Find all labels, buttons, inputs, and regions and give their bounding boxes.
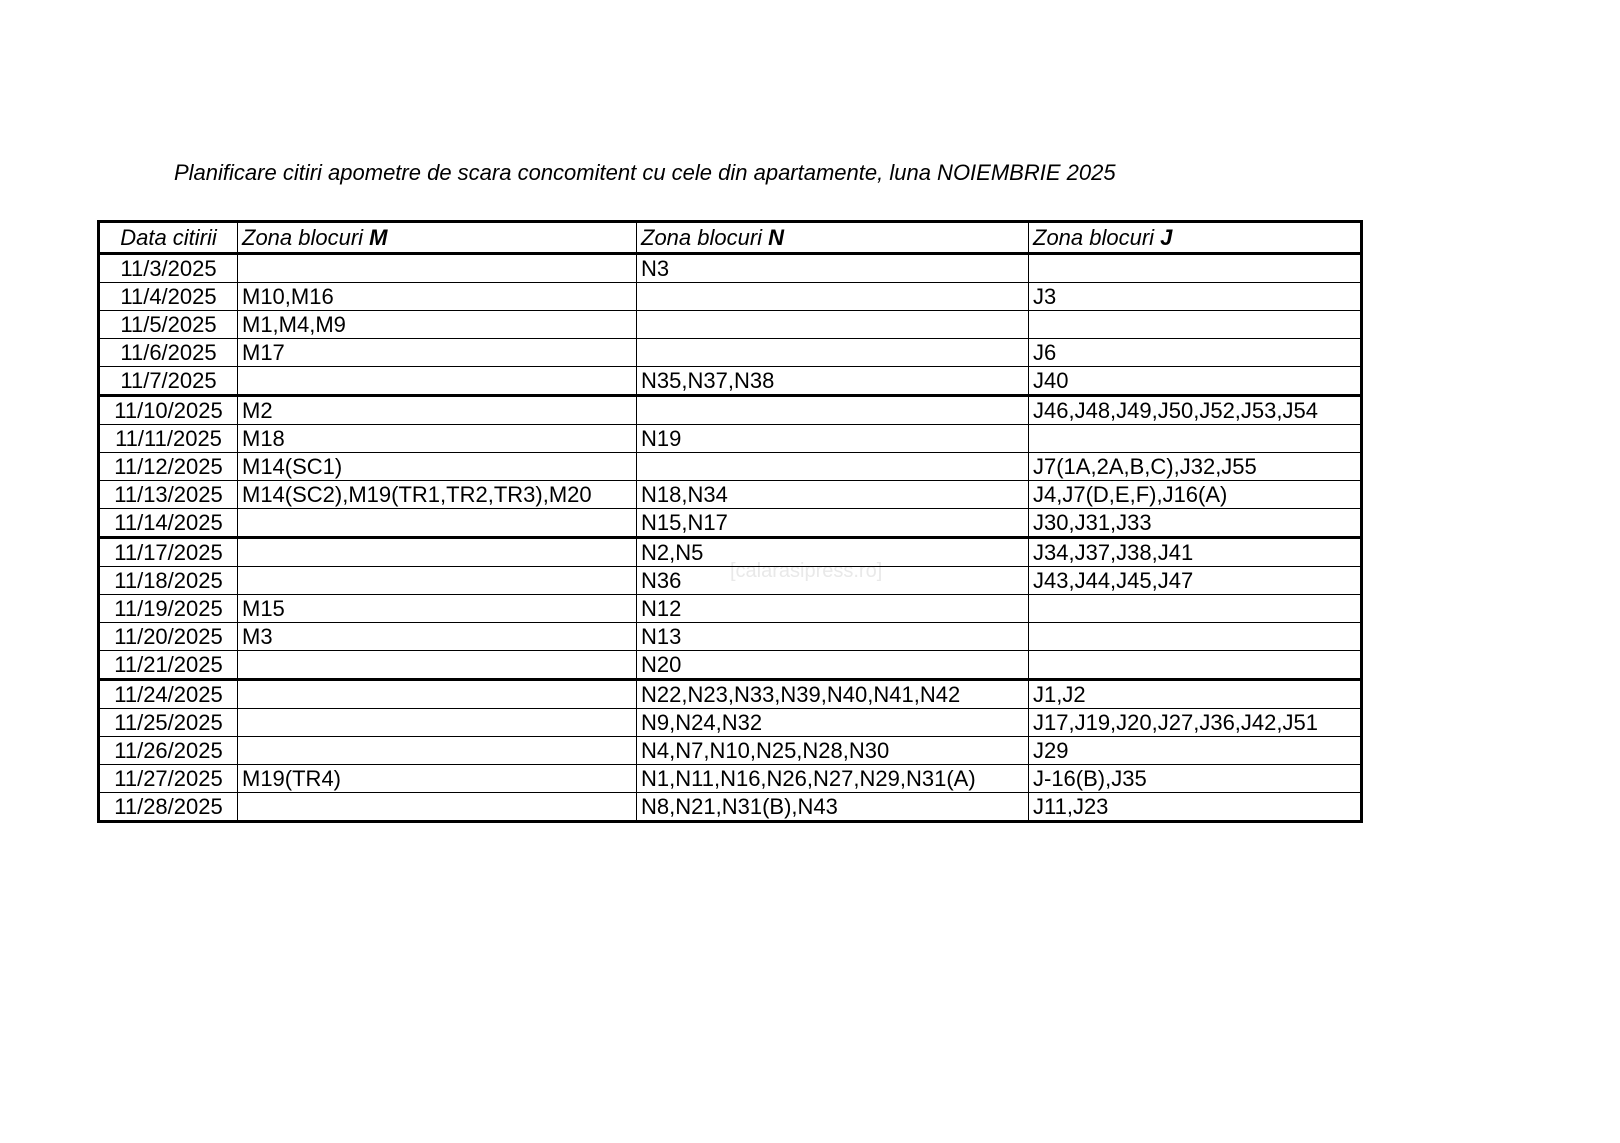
zone-j-cell: J40 xyxy=(1029,367,1362,396)
zone-n-cell: N3 xyxy=(637,254,1029,283)
table-row xyxy=(99,765,1362,793)
table-row xyxy=(99,538,1362,567)
date-cell: 11/17/2025 xyxy=(99,538,238,567)
date-cell: 11/25/2025 xyxy=(99,709,238,737)
table-row xyxy=(99,283,1362,311)
zone-n-cell: N35,N37,N38 xyxy=(637,367,1029,396)
zone-n-cell: N36 xyxy=(637,567,1029,595)
date-cell: 11/21/2025 xyxy=(99,651,238,680)
date-cell: 11/10/2025 xyxy=(99,396,238,425)
table-row xyxy=(99,311,1362,339)
zone-m-cell: M14(SC1) xyxy=(238,453,637,481)
header-zone-n-letter: N xyxy=(768,224,784,250)
header-zone-j-letter: J xyxy=(1160,224,1173,250)
zone-n-cell: N1,N11,N16,N26,N27,N29,N31(A) xyxy=(637,765,1029,793)
zone-m-cell: M14(SC2),M19(TR1,TR2,TR3),M20 xyxy=(238,481,637,509)
zone-j-cell: J17,J19,J20,J27,J36,J42,J51 xyxy=(1029,709,1362,737)
zone-n-cell: N4,N7,N10,N25,N28,N30 xyxy=(637,737,1029,765)
header-zone-n xyxy=(637,222,1029,254)
table-row xyxy=(99,793,1362,822)
zone-j-cell: J3 xyxy=(1029,283,1362,311)
page-title: Planificare citiri apometre de scara concomitent cu cele din apartamente, luna NOIEMBRIE 2025 xyxy=(174,160,1116,185)
date-cell: 11/28/2025 xyxy=(99,793,238,822)
zone-m-cell: M3 xyxy=(238,623,637,651)
zone-j-cell xyxy=(1029,254,1362,283)
zone-n-cell: N18,N34 xyxy=(637,481,1029,509)
zone-j-cell: J34,J37,J38,J41 xyxy=(1029,538,1362,567)
date-cell: 11/13/2025 xyxy=(99,481,238,509)
date-cell: 11/20/2025 xyxy=(99,623,238,651)
zone-j-cell xyxy=(1029,651,1362,680)
zone-j-cell xyxy=(1029,623,1362,651)
header-zone-m xyxy=(238,222,637,254)
zone-n-cell: N13 xyxy=(637,623,1029,651)
table-row xyxy=(99,680,1362,709)
table-row xyxy=(99,651,1362,680)
zone-j-cell: J6 xyxy=(1029,339,1362,367)
date-cell: 11/11/2025 xyxy=(99,425,238,453)
table-row xyxy=(99,567,1362,595)
zone-m-cell: M10,M16 xyxy=(238,283,637,311)
date-cell: 11/6/2025 xyxy=(99,339,238,367)
table-row xyxy=(99,254,1362,283)
date-cell: 11/27/2025 xyxy=(99,765,238,793)
zone-j-cell: J4,J7(D,E,F),J16(A) xyxy=(1029,481,1362,509)
table-row xyxy=(99,737,1362,765)
table-row xyxy=(99,509,1362,538)
zone-m-cell xyxy=(238,509,637,538)
table-row xyxy=(99,595,1362,623)
zone-j-cell xyxy=(1029,311,1362,339)
zone-m-cell: M19(TR4) xyxy=(238,765,637,793)
zone-n-cell: N15,N17 xyxy=(637,509,1029,538)
header-zone-m-label: Zona blocuri xyxy=(242,224,364,250)
zone-j-cell: J7(1A,2A,B,C),J32,J55 xyxy=(1029,453,1362,481)
zone-j-cell: J43,J44,J45,J47 xyxy=(1029,567,1362,595)
zone-n-cell: N9,N24,N32 xyxy=(637,709,1029,737)
zone-m-cell xyxy=(238,709,637,737)
date-cell: 11/14/2025 xyxy=(99,509,238,538)
header-zone-n-label: Zona blocuri xyxy=(641,224,763,250)
schedule-table xyxy=(97,220,1363,823)
zone-m-cell: M18 xyxy=(238,425,637,453)
zone-m-cell xyxy=(238,680,637,709)
date-cell: 11/18/2025 xyxy=(99,567,238,595)
zone-j-cell: J30,J31,J33 xyxy=(1029,509,1362,538)
zone-n-cell: N20 xyxy=(637,651,1029,680)
zone-n-cell: N22,N23,N33,N39,N40,N41,N42 xyxy=(637,680,1029,709)
zone-m-cell xyxy=(238,567,637,595)
watermark: [calarasipress.ro] xyxy=(730,560,883,582)
zone-m-cell xyxy=(238,367,637,396)
table-row xyxy=(99,623,1362,651)
zone-j-cell: J29 xyxy=(1029,737,1362,765)
table-row xyxy=(99,709,1362,737)
zone-m-cell: M17 xyxy=(238,339,637,367)
table-row xyxy=(99,425,1362,453)
zone-m-cell xyxy=(238,651,637,680)
zone-m-cell xyxy=(238,254,637,283)
header-zone-m-letter: M xyxy=(369,224,388,250)
zone-n-cell xyxy=(637,396,1029,425)
date-cell: 11/24/2025 xyxy=(99,680,238,709)
zone-m-cell: M1,M4,M9 xyxy=(238,311,637,339)
zone-n-cell xyxy=(637,339,1029,367)
date-cell: 11/5/2025 xyxy=(99,311,238,339)
date-cell: 11/3/2025 xyxy=(99,254,238,283)
table-row xyxy=(99,453,1362,481)
zone-n-cell: N2,N5 xyxy=(637,538,1029,567)
table-row xyxy=(99,339,1362,367)
zone-m-cell xyxy=(238,538,637,567)
zone-n-cell: N19 xyxy=(637,425,1029,453)
table-row xyxy=(99,396,1362,425)
header-zone-j xyxy=(1029,222,1362,254)
zone-n-cell: N12 xyxy=(637,595,1029,623)
date-cell: 11/4/2025 xyxy=(99,283,238,311)
schedule-body xyxy=(99,254,1362,822)
zone-j-cell xyxy=(1029,595,1362,623)
zone-m-cell xyxy=(238,793,637,822)
zone-j-cell: J-16(B),J35 xyxy=(1029,765,1362,793)
table-row xyxy=(99,367,1362,396)
date-cell: 11/26/2025 xyxy=(99,737,238,765)
zone-n-cell xyxy=(637,453,1029,481)
zone-n-cell xyxy=(637,283,1029,311)
table-row xyxy=(99,481,1362,509)
zone-j-cell xyxy=(1029,425,1362,453)
date-cell: 11/19/2025 xyxy=(99,595,238,623)
zone-j-cell: J11,J23 xyxy=(1029,793,1362,822)
zone-m-cell: M15 xyxy=(238,595,637,623)
header-date: Data citirii xyxy=(99,222,238,254)
zone-j-cell: J1,J2 xyxy=(1029,680,1362,709)
zone-m-cell xyxy=(238,737,637,765)
date-cell: 11/7/2025 xyxy=(99,367,238,396)
date-cell: 11/12/2025 xyxy=(99,453,238,481)
header-zone-j-label: Zona blocuri xyxy=(1033,224,1155,250)
header-row xyxy=(99,222,1362,254)
zone-n-cell xyxy=(637,311,1029,339)
zone-n-cell: N8,N21,N31(B),N43 xyxy=(637,793,1029,822)
zone-j-cell: J46,J48,J49,J50,J52,J53,J54 xyxy=(1029,396,1362,425)
zone-m-cell: M2 xyxy=(238,396,637,425)
